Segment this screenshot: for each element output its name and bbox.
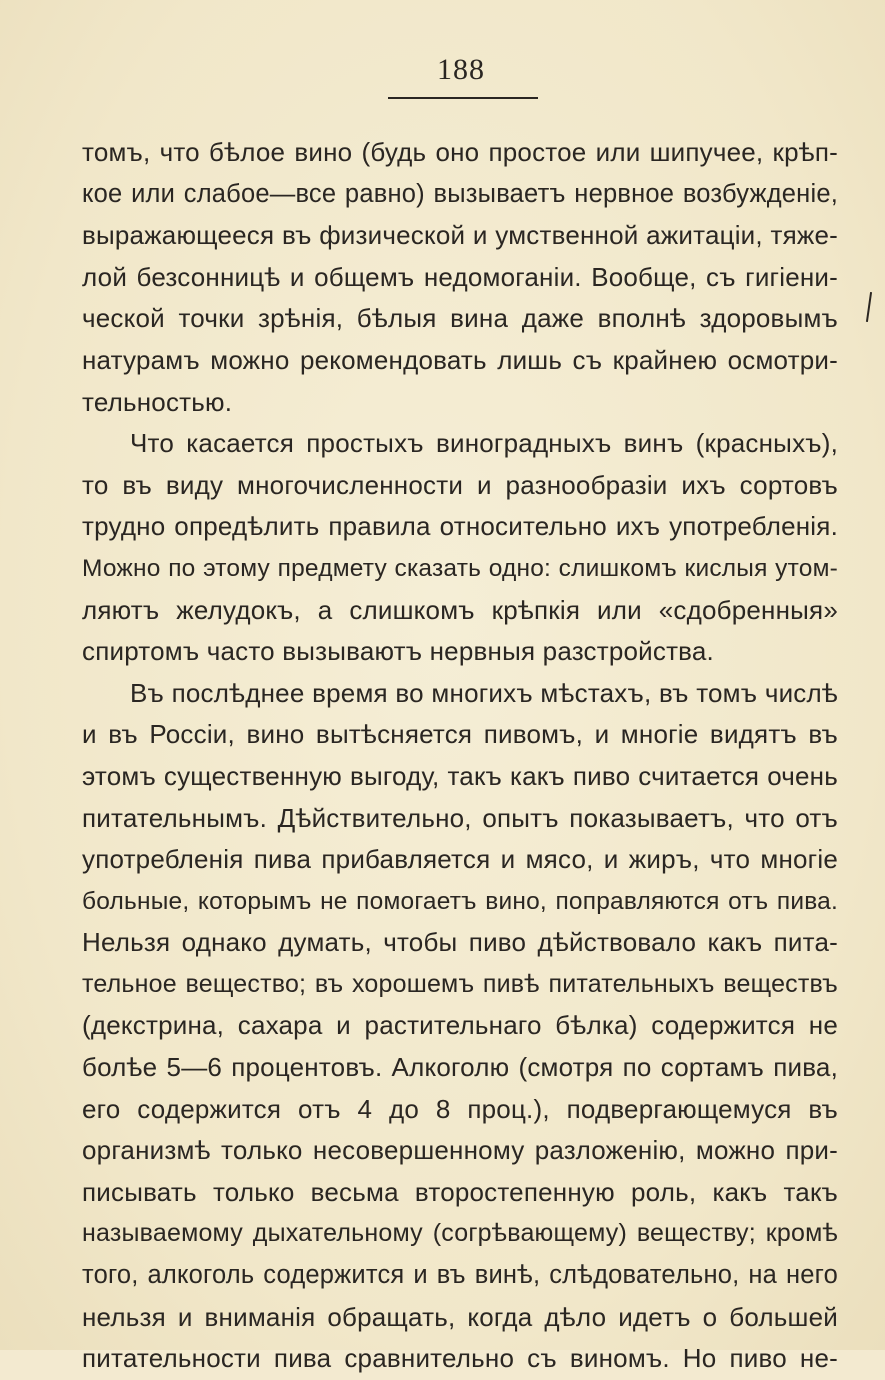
text-line: называемому дыхательному (согрѣвающему) веществу; кромѣ [82,1219,838,1248]
text-line: натурамъ можно рекомендовать лишь съ крайнею осмотри- [82,344,838,375]
text-line: (декстрина, сахара и растительнаго бѣлка) содержится не [82,1010,838,1041]
text-line: и въ Россіи, вино вытѣсняется пивомъ, и многіе видятъ въ [82,719,838,750]
text-line: томъ, что бѣлое вино (будь оно простое или шипучее, крѣп- [82,137,838,167]
text-line: выражающееся въ физической и умственной ажитаціи, тяже- [82,220,838,251]
text-line: Нельзя однако думать, чтобы пиво дѣйствовало какъ пита- [82,927,838,958]
text-line: трудно опредѣлить правила относительно ихъ употребленія. [82,511,838,542]
paragraph-start-line: Въ послѣднее время во многихъ мѣстахъ, въ томъ числѣ [130,677,838,708]
text-line: ческой точки зрѣнія, бѣлыя вина даже вполнѣ здоровымъ [82,303,838,334]
body-text [82,132,838,1380]
text-line: тельное вещество; въ хорошемъ пивѣ питательныхъ веществъ [82,969,838,998]
margin-mark [866,292,872,322]
text-line: употребленія пива прибавляется и мясо, и жиръ, что многіе [82,844,838,875]
header-rule [388,97,538,99]
text-line: Можно по этому предмету сказать одно: слишкомъ кислыя утом- [82,554,838,582]
text-line: организмѣ только несовершенному разложенію, можно при- [82,1135,838,1166]
text-line: кое или слабое—все равно) вызываетъ нервное возбужденіе, [82,179,838,208]
page-number: 188 [437,53,485,86]
text-line: питательности пива сравнительно съ виномъ. Но пиво не- [82,1343,838,1374]
text-line: ляютъ желудокъ, а слишкомъ крѣпкія или «сдобренныя» [82,594,838,625]
text-line: больные, которымъ не помогаетъ вино, поправляются отъ пива. [82,887,838,915]
text-line: спиртомъ часто вызываютъ нервныя разстройства. [82,636,714,667]
text-line: тельностью. [82,386,233,417]
text-line: питательнымъ. Дѣйствительно, опытъ показываетъ, что отъ [82,802,838,833]
text-line: лой безсонницѣ и общемъ недомоганіи. Вообще, съ гигіени- [82,261,838,292]
text-line: его содержится отъ 4 до 8 проц.), подвергающемуся въ [82,1093,838,1124]
text-line: болѣе 5—6 процентовъ. Алкоголю (смотря по сортамъ пива, [82,1052,838,1083]
text-line: то въ виду многочисленности и разнообразіи ихъ сортовъ [82,469,838,500]
text-line: того, алкоголь содержится и въ винѣ, слѣдовательно, на него [82,1261,838,1290]
paragraph-start-line: Что касается простыхъ виноградныхъ винъ (красныхъ), [130,428,838,459]
text-line: этомъ существенную выгоду, такъ какъ пиво считается очень [82,760,838,791]
text-line: писывать только весьма второстепенную роль, какъ такъ [82,1176,838,1207]
text-line: нельзя и вниманія обращать, когда дѣло идетъ о большей [82,1301,838,1332]
